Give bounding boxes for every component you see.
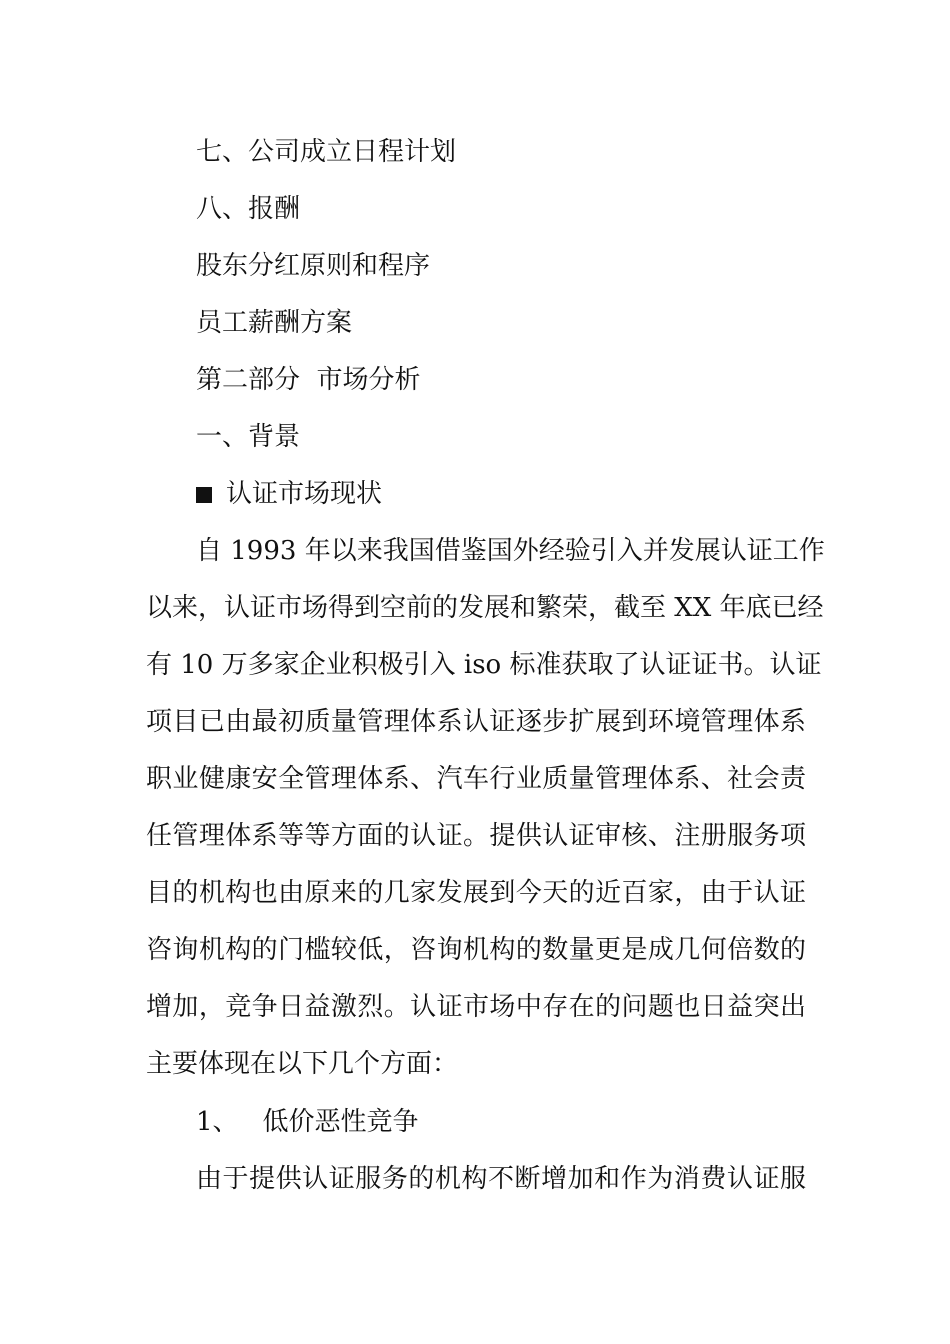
paragraph-1-line-3: 有 10 万多家企业积极引入 iso 标准获取了认证证书。认证: [146, 650, 822, 680]
part-2-heading: 第二部分 市场分析: [196, 365, 421, 395]
numbered-item-1: [196, 1104, 419, 1140]
paragraph-1-line-8: 咨询机构的门槛较低，咨询机构的数量更是成几何倍数的: [146, 935, 806, 965]
paragraph-1-line-7: 目的机构也由原来的几家发展到今天的近百家，由于认证: [146, 878, 806, 908]
paragraph-2-line-1: 由于提供认证服务的机构不断增加和作为消费认证服: [196, 1164, 806, 1194]
outline-item-8-sub2: 员工薪酬方案: [196, 308, 353, 338]
paragraph-1-line-9: 增加，竞争日益激烈。认证市场中存在的问题也日益突出: [146, 992, 806, 1022]
subsection-title: 认证市场现状: [226, 479, 383, 509]
paragraph-1-line-1: 自 1993 年以来我国借鉴国外经验引入并发展认证工作: [196, 536, 825, 566]
paragraph-1-line-4: 项目已由最初质量管理体系认证逐步扩展到环境管理体系: [146, 707, 806, 737]
outline-item-8: 八、报酬: [196, 194, 301, 224]
outline-item-8-sub1: 股东分红原则和程序: [196, 251, 431, 281]
paragraph-1-line-2: 以来，认证市场得到空前的发展和繁荣，截至 XX 年底已经: [146, 593, 824, 623]
subsection-heading: [196, 476, 382, 512]
paragraph-1-line-5: 职业健康安全管理体系、汽车行业质量管理体系、社会责: [146, 764, 806, 794]
paragraph-1-line-6: 任管理体系等等方面的认证。提供认证审核、注册服务项: [146, 821, 806, 851]
paragraph-1-line-10: 主要体现在以下几个方面：: [146, 1049, 459, 1079]
numbered-item-1-number: 1、: [196, 1107, 239, 1137]
numbered-item-1-title: 低价恶性竞争: [262, 1107, 419, 1137]
outline-item-7: 七、公司成立日程计划: [196, 137, 457, 167]
section-1-heading: 一、背景: [196, 422, 301, 452]
square-bullet-icon: [196, 487, 212, 503]
